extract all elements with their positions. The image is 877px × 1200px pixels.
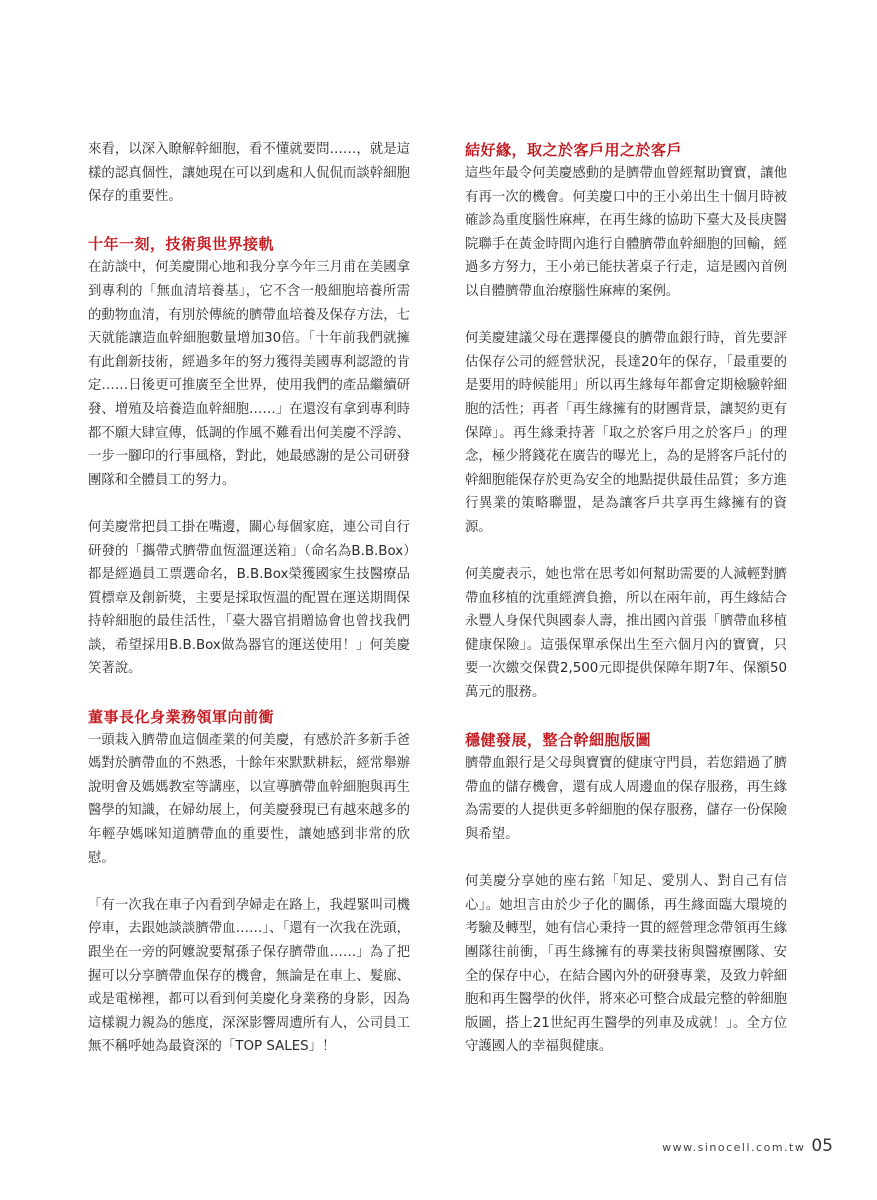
website-url: www.sinocell.com.tw <box>662 1141 806 1154</box>
left-column <box>88 138 410 1083</box>
paragraph-top-sales: 「有一次我在車子內看到孕婦走在路上，我趕緊叫司機停車，去跟她談談臍帶血……」、「還有一次我在洗頭，跟坐在一旁的阿嬤說要幫孫子保存臍帶血……」為了把握可以分享臍帶血保存的機會，無論是在車上、髮廊、或是電梯裡，都可以看到何美慶化身業務的身影，因為這樣親力親為的態度，深深影響周遭所有人，公司員工無不稱呼她為最資深的「TOP SALES」！ <box>88 897 410 1055</box>
section-heading-chairwoman: 董事長化身業務領軍向前衝 <box>88 707 275 726</box>
paragraph-insurance: 何美慶表示，她也常在思考如何幫助需要的人減輕對臍帶血移植的沈重經濟負擔，所以在兩年前，再生緣結合永豐人身保代與國泰人壽，推出國內首張「臍帶血移植健康保險」。這張保單承保出生至六個月內的寶寶，只要一次繳交保費2,500元即提供保障年期7年、保額50萬元的服務。 <box>465 567 787 701</box>
paragraph-bbbox: 何美慶常把員工掛在嘴邊，關心每個家庭，連公司自行研發的「攜帶式臍帶血恆溫運送箱」（命名為B.B.Box）都是經過員工票選命名，B.B.Box榮獲國家生技醫療品質標章及創新獎，主要是採取恆溫的配置在運送期間保持幹細胞的最佳活性，「臺大器官捐贈協會也曾找我們談，希望採用B.B.Box做為器官的運送使用！」何美慶笑著說。 <box>88 519 410 677</box>
page-footer <box>662 1136 833 1156</box>
paragraph-patent: 在訪談中，何美慶開心地和我分享今年三月甫在美國拿到專利的「無血清培養基」，它不含一般細胞培養所需的動物血清，有別於傳統的臍帶血培養及保存方法，七天就能讓造血幹細胞數量增加30倍。「十年前我們就擁有此創新技術，經過多年的努力獲得美國專利認證的肯定……日後更可推廣至全世界，使用我們的產品繼續研發、增殖及培養造血幹細胞……」在還沒有拿到專利時都不願大肆宣傳，低調的作風不難看出何美慶不浮誇、一步一腳印的行事風格，對此，她最感謝的是公司研發團隊和全體員工的努力。 <box>88 260 410 488</box>
paragraph-case: 這些年最令何美慶感動的是臍帶血曾經幫助寶寶，讓他有再一次的機會。何美慶口中的王小弟出生十個月時被確診為重度腦性麻痺，在再生緣的協助下臺大及長庚醫院聯手在黃金時間內進行自體臍帶血幹細胞的回輸，經過多方努力，王小弟已能扶著桌子行走，這是國內首例以自體臍帶血治療腦性麻痺的案例。 <box>465 166 787 299</box>
page-number: 05 <box>811 1136 833 1156</box>
intro-paragraph: 來看，以深入瞭解幹細胞，看不懂就要問……，就是這樣的認真個性，讓她現在可以到處和人侃侃而談幹細胞保存的重要性。 <box>88 142 410 205</box>
paragraph-advice: 何美慶建議父母在選擇優良的臍帶血銀行時，首先要評估保存公司的經營狀況，長達20年的保存，「最重要的是要用的時候能用」所以再生緣每年都會定期檢驗幹細胞的活性；再者「再生緣擁有的財團背景，讓契約更有保障」。再生緣秉持著「取之於客戶用之於客戶」的理念，極少將錢花在廣告的曝光上，為的是將客戶託付的幹細胞能保存於更為安全的地點提供最佳品質；多方進行異業的策略聯盟，是為讓客戶共享再生緣擁有的資源。 <box>465 331 787 535</box>
section-heading-customers: 結好緣，取之於客戶用之於客戶 <box>465 141 683 159</box>
section-heading-development: 穩健發展，整合幹細胞版圖 <box>465 731 652 750</box>
paragraph-guardian: 臍帶血銀行是父母與寶寶的健康守門員，若您錯過了臍帶血的儲存機會，還有成人周邊血的保存服務，再生緣為需要的人提供更多幹細胞的保存服務，儲存一份保險與希望。 <box>465 756 787 843</box>
paragraph-education: 一頭栽入臍帶血這個產業的何美慶，有感於許多新手爸媽對於臍帶血的不熟悉，十餘年來默默耕耘，經常舉辦說明會及媽媽教室等講座，以宣導臍帶血幹細胞與再生醫學的知識，在婦幼展上，何美慶發現已有越來越多的年輕孕媽咪知道臍帶血的重要性，讓她感到非常的欣慰。 <box>88 732 410 866</box>
section-heading-technology: 十年一刻，技術與世界接軌 <box>88 235 275 254</box>
paragraph-motto: 何美慶分享她的座右銘「知足、愛別人、對自己有信心」。她坦言由於少子化的關係，再生緣面臨大環境的考驗及轉型，她有信心秉持一貫的經營理念帶領再生緣團隊往前衝，「再生緣擁有的專業技術與醫療團隊、安全的保存中心，在結合國內外的研發專業，及致力幹細胞和再生醫學的伙伴，將來必可整合成最完整的幹細胞版圖，搭上21世紀再生醫學的列車及成就！」。全方位守護國人的幸福與健康。 <box>465 874 787 1055</box>
right-column <box>465 138 787 1083</box>
